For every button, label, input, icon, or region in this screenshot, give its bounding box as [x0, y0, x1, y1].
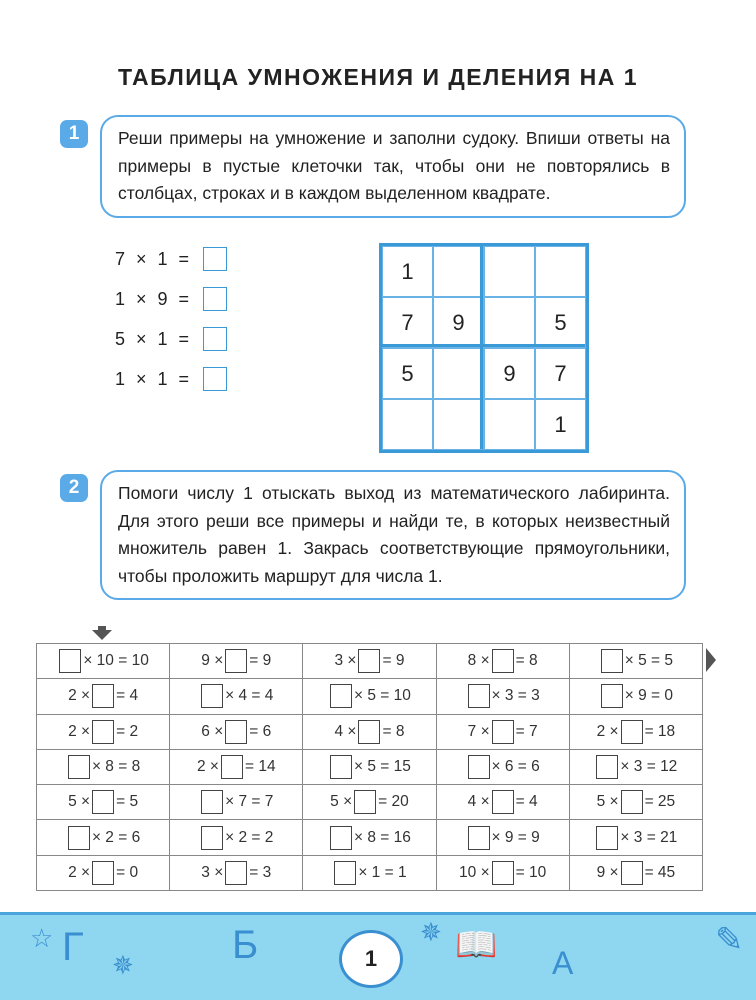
unknown-factor-box[interactable]: [221, 755, 243, 779]
maze-cell[interactable]: [170, 785, 303, 820]
maze-cell[interactable]: [37, 714, 170, 749]
maze-cell[interactable]: [569, 714, 702, 749]
equation-right: × 9 = 0: [624, 687, 673, 705]
unknown-factor-box[interactable]: [68, 826, 90, 850]
footer-letter: А: [552, 945, 574, 981]
maze-cell[interactable]: [37, 820, 170, 855]
unknown-factor-box[interactable]: [59, 649, 81, 673]
maze-cell[interactable]: [170, 714, 303, 749]
equation-right: × 9 = 9: [491, 828, 540, 846]
unknown-factor-box[interactable]: [492, 649, 514, 673]
unknown-factor-box[interactable]: [225, 720, 247, 744]
equation-right: × 8 = 8: [91, 758, 141, 776]
equation-right: = 3: [249, 864, 272, 882]
equation-right: × 3 = 12: [620, 758, 678, 776]
equation-right: = 6: [249, 722, 272, 740]
unknown-factor-box[interactable]: [601, 649, 623, 673]
equation-right: × 10 = 10: [83, 652, 149, 670]
equation-right: × 1 = 1: [358, 864, 407, 882]
example-row: [115, 367, 227, 391]
maze-cell[interactable]: [303, 644, 436, 679]
equation-left: 4 ×: [334, 722, 357, 740]
sudoku-cell: 9: [433, 297, 484, 348]
maze-cell[interactable]: [170, 749, 303, 784]
unknown-factor-box[interactable]: [621, 861, 643, 885]
task-1-instructions: Реши примеры на умножение и заполни судоку. Впиши ответы на примеры в пустые клеточки так, чтобы они не повторялись в столбцах, строках и в каждом выделенном квадрате.: [100, 115, 686, 218]
equation-left: 10 ×: [459, 864, 490, 882]
example-text: 1 × 1 =: [115, 368, 193, 389]
maze-cell[interactable]: [303, 679, 436, 714]
equation-left: 2 ×: [68, 687, 91, 705]
unknown-factor-box[interactable]: [621, 790, 643, 814]
footer-letter: Г: [62, 925, 84, 969]
equation-right: = 4: [515, 793, 538, 811]
equation-left: 2 ×: [196, 758, 219, 776]
equation-right: × 2 = 6: [91, 828, 141, 846]
unknown-factor-box[interactable]: [92, 861, 114, 885]
maze-cell[interactable]: [170, 644, 303, 679]
example-text: 5 × 1 =: [115, 328, 193, 349]
sudoku-cell: 1: [535, 399, 586, 450]
equation-left: 5 ×: [68, 793, 91, 811]
maze-cell[interactable]: [37, 749, 170, 784]
maze-cell[interactable]: [436, 785, 569, 820]
maze-cell[interactable]: [436, 820, 569, 855]
equation-left: 3 ×: [201, 864, 224, 882]
sudoku-cell[interactable]: [433, 348, 484, 399]
sudoku-grid: [379, 243, 589, 453]
sudoku-cell: 7: [382, 297, 433, 348]
equation-right: × 7 = 7: [225, 793, 274, 811]
equation-left: 9 ×: [201, 652, 224, 670]
unknown-factor-box[interactable]: [330, 755, 352, 779]
unknown-factor-box[interactable]: [492, 790, 514, 814]
sudoku-cell: 5: [382, 348, 433, 399]
equation-right: × 5 = 5: [624, 652, 673, 670]
unknown-factor-box[interactable]: [330, 826, 352, 850]
answer-box[interactable]: [203, 247, 227, 271]
pencil-icon: ✎: [715, 921, 744, 959]
equation-left: 5 ×: [596, 793, 619, 811]
maze-cell[interactable]: [303, 820, 436, 855]
maze-cell[interactable]: [170, 855, 303, 890]
sudoku-cell: 7: [535, 348, 586, 399]
maze-row: [37, 785, 703, 820]
maze-cell[interactable]: [303, 749, 436, 784]
equation-right: × 3 = 3: [491, 687, 540, 705]
unknown-factor-box[interactable]: [92, 684, 114, 708]
maze-cell[interactable]: [37, 855, 170, 890]
sudoku-divider: [379, 344, 585, 347]
maze-row: [37, 855, 703, 890]
unknown-factor-box[interactable]: [468, 755, 490, 779]
star-icon: ✵: [112, 950, 134, 980]
unknown-factor-box[interactable]: [601, 684, 623, 708]
sudoku-cell: 5: [535, 297, 586, 348]
book-icon: 📖: [455, 926, 498, 964]
equation-left: 9 ×: [596, 864, 619, 882]
unknown-factor-box[interactable]: [358, 649, 380, 673]
equation-left: 2 ×: [68, 722, 91, 740]
equation-left: 7 ×: [467, 722, 490, 740]
equation-right: = 7: [515, 722, 538, 740]
footer-letter: Б: [232, 923, 259, 967]
maze-cell[interactable]: [37, 785, 170, 820]
unknown-factor-box[interactable]: [468, 826, 490, 850]
answer-box[interactable]: [203, 287, 227, 311]
unknown-factor-box[interactable]: [201, 790, 223, 814]
maze-row: [37, 679, 703, 714]
maze-cell[interactable]: [303, 785, 436, 820]
unknown-factor-box[interactable]: [92, 790, 114, 814]
star-icon: ✵: [420, 917, 442, 947]
equation-left: 3 ×: [334, 652, 357, 670]
task-2-badge: 2: [60, 474, 88, 502]
example-text: 1 × 9 =: [115, 288, 193, 309]
example-row: [115, 287, 227, 311]
maze-row: [37, 644, 703, 679]
maze-cell[interactable]: [436, 749, 569, 784]
equation-right: = 14: [244, 758, 276, 776]
maze-cell[interactable]: [303, 855, 436, 890]
exit-arrow-icon: [706, 648, 716, 672]
maze-cell[interactable]: [569, 644, 702, 679]
equation-right: = 10: [515, 864, 547, 882]
equation-right: × 2 = 2: [225, 828, 274, 846]
sudoku-cell[interactable]: [535, 246, 586, 297]
star-icon: ☆: [30, 923, 54, 953]
equation-left: 2 ×: [596, 722, 619, 740]
unknown-factor-box[interactable]: [225, 861, 247, 885]
example-text: 7 × 1 =: [115, 248, 193, 269]
maze-cell[interactable]: [569, 785, 702, 820]
maze-cell[interactable]: [170, 679, 303, 714]
sudoku-cell: 1: [382, 246, 433, 297]
sudoku-cell[interactable]: [484, 297, 535, 348]
unknown-factor-box[interactable]: [354, 790, 376, 814]
equation-right: = 20: [378, 793, 409, 811]
sudoku-cell[interactable]: [433, 399, 484, 450]
sudoku-cell[interactable]: [382, 399, 433, 450]
equation-right: = 4: [116, 687, 139, 705]
equation-right: × 4 = 4: [225, 687, 274, 705]
maze-cell[interactable]: [303, 714, 436, 749]
equation-right: = 2: [116, 722, 139, 740]
unknown-factor-box[interactable]: [492, 861, 514, 885]
maze-cell[interactable]: [170, 820, 303, 855]
maze-cell[interactable]: [569, 855, 702, 890]
unknown-factor-box[interactable]: [92, 720, 114, 744]
equation-right: × 8 = 16: [354, 828, 411, 846]
unknown-factor-box[interactable]: [492, 720, 514, 744]
maze-row: [37, 714, 703, 749]
equation-right: = 18: [644, 722, 676, 740]
unknown-factor-box[interactable]: [334, 861, 356, 885]
equation-left: 5 ×: [330, 793, 353, 811]
equation-right: = 0: [116, 864, 139, 882]
start-arrow-icon: [92, 630, 112, 640]
answer-box[interactable]: [203, 327, 227, 351]
unknown-factor-box[interactable]: [596, 755, 618, 779]
equation-right: × 3 = 21: [620, 828, 678, 846]
unknown-factor-box[interactable]: [621, 720, 643, 744]
unknown-factor-box[interactable]: [358, 720, 380, 744]
equation-right: = 45: [644, 864, 676, 882]
sudoku-cell: 9: [484, 348, 535, 399]
maze-cell[interactable]: [569, 820, 702, 855]
equation-right: = 9: [249, 652, 272, 670]
equation-right: × 5 = 15: [354, 758, 411, 776]
maze-row: [37, 820, 703, 855]
maze-cell[interactable]: [436, 679, 569, 714]
maze-cell[interactable]: [569, 679, 702, 714]
maze-table: [36, 643, 703, 891]
equation-right: = 8: [382, 722, 405, 740]
equation-left: 4 ×: [467, 793, 490, 811]
maze-cell[interactable]: [436, 714, 569, 749]
equation-right: = 5: [116, 793, 139, 811]
sudoku-cell[interactable]: [433, 246, 484, 297]
maze-cell[interactable]: [436, 855, 569, 890]
unknown-factor-box[interactable]: [468, 684, 490, 708]
unknown-factor-box[interactable]: [225, 649, 247, 673]
unknown-factor-box[interactable]: [330, 684, 352, 708]
equation-left: 6 ×: [201, 722, 224, 740]
page-number: 1: [339, 930, 403, 988]
unknown-factor-box[interactable]: [596, 826, 618, 850]
answer-box[interactable]: [203, 367, 227, 391]
unknown-factor-box[interactable]: [201, 826, 223, 850]
unknown-factor-box[interactable]: [201, 684, 223, 708]
task-2-instructions: Помоги числу 1 отыскать выход из математического лабиринта. Для этого реши все примеры и найди те, в которых неизвестный множитель равен 1. Закрась соответствующие прямоугольники, чтобы проложить маршрут для числа 1.: [100, 470, 686, 600]
equation-right: = 25: [644, 793, 676, 811]
example-row: [115, 247, 227, 271]
maze-cell[interactable]: [37, 679, 170, 714]
start-arrow-icon: [98, 626, 106, 631]
equation-right: × 5 = 10: [354, 687, 411, 705]
maze-cell[interactable]: [436, 644, 569, 679]
unknown-factor-box[interactable]: [68, 755, 90, 779]
sudoku-cell[interactable]: [484, 246, 535, 297]
equation-right: = 8: [515, 652, 538, 670]
equation-left: 2 ×: [68, 864, 91, 882]
maze-cell[interactable]: [37, 644, 170, 679]
sudoku-cell[interactable]: [484, 399, 535, 450]
page-title: ТАБЛИЦА УМНОЖЕНИЯ И ДЕЛЕНИЯ НА 1: [117, 64, 639, 90]
maze-cell[interactable]: [569, 749, 702, 784]
equation-left: 8 ×: [467, 652, 490, 670]
equation-right: = 9: [382, 652, 405, 670]
equation-right: × 6 = 6: [491, 758, 540, 776]
task-1-badge: 1: [60, 120, 88, 148]
maze-row: [37, 749, 703, 784]
example-row: [115, 327, 227, 351]
